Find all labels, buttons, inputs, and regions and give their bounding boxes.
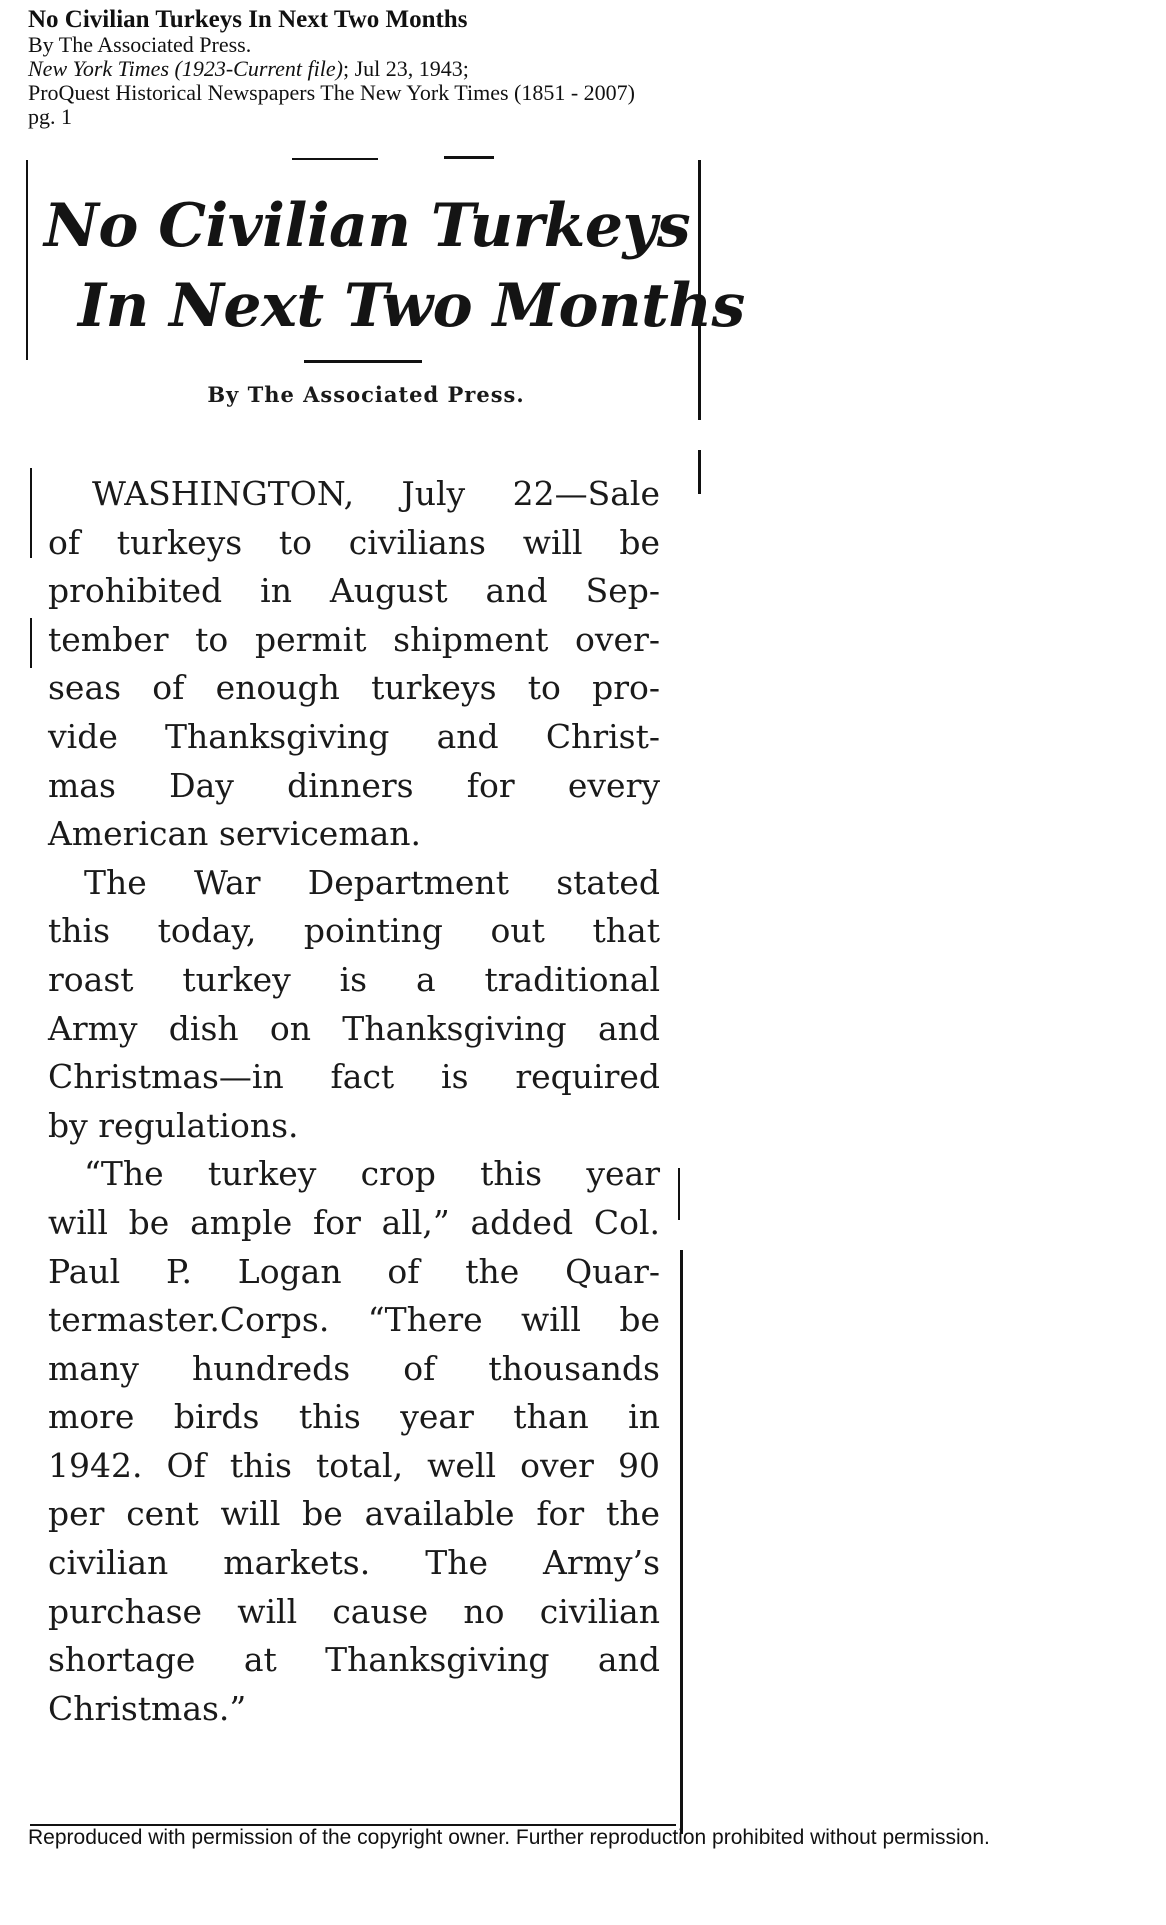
copyright-notice: Reproduced with permission of the copyright owner. Further reproduction prohibited without permission. (28, 1826, 990, 1849)
citation-database: ProQuest Historical Newspapers The New York Times (1851 - 2007) (28, 80, 635, 105)
paragraph-3-line: more birds this year than in (48, 1397, 660, 1437)
paragraph-3-line: many hundreds of thousands (48, 1348, 660, 1388)
citation-block (28, 6, 788, 129)
citation-page: pg. 1 (28, 104, 72, 129)
paragraph-1-line: mas Day dinners for every (48, 765, 660, 805)
citation-author: By The Associated Press. (28, 32, 252, 57)
newspaper-clipping (26, 150, 745, 1760)
paragraph-3-line: per cent will be available for the (48, 1494, 660, 1534)
paragraph-1-line: WASHINGTON, July 22—Sale (92, 474, 660, 513)
paragraph-3 (48, 1150, 660, 1733)
headline-line-2: In Next Two Months (78, 271, 745, 341)
citation-date: ; Jul 23, 1943; (342, 56, 469, 81)
paragraph-2-line: Army dish on Thanksgiving and (48, 1008, 660, 1048)
paragraph-1-line: of turkeys to civilians will be (48, 522, 660, 562)
paragraph-3-line: shortage at Thanksgiving and (48, 1640, 660, 1680)
paragraph-1-line: seas of enough turkeys to pro- (48, 668, 660, 708)
article-byline: By The Associated Press. (207, 382, 525, 407)
paragraph-3-line: civilian markets. The Army’s (48, 1543, 660, 1583)
paragraph-3-line: 1942. Of this total, well over 90 (48, 1445, 660, 1485)
clipping-left-edge-body (30, 468, 32, 558)
paragraph-1 (48, 470, 660, 859)
citation-source (28, 57, 788, 81)
citation-publication: New York Times (1923-Current file) (28, 56, 343, 81)
paragraph-2-line: roast turkey is a traditional (48, 959, 660, 999)
paragraph-1-line: American serviceman. (48, 814, 422, 854)
clipping-right-edge-lower (680, 1250, 683, 1834)
citation-title: No Civilian Turkeys In Next Two Months (28, 6, 468, 33)
paragraph-3-line: purchase will cause no civilian (48, 1591, 660, 1631)
paragraph-3-line: Christmas.” (48, 1688, 247, 1728)
paragraph-2-line: The War Department stated (84, 862, 660, 902)
paragraph-3-line: termaster.Corps. “There will be (48, 1300, 660, 1340)
clipping-left-edge-top (26, 160, 28, 360)
paragraph-3-line: will be ample for all,” added Col. (48, 1202, 660, 1242)
paragraph-1-line: vide Thanksgiving and Christ- (48, 716, 660, 756)
paragraph-3-line: “The turkey crop this year (84, 1154, 660, 1194)
paragraph-2-line: by regulations. (48, 1105, 299, 1145)
clipping-right-edge-mark (698, 450, 701, 494)
clipping-top-rule-left (292, 158, 378, 160)
article-headline (44, 186, 745, 346)
clipping-left-edge-body-2 (30, 618, 32, 668)
paragraph-2 (48, 859, 660, 1151)
clipping-right-edge-body (678, 1168, 680, 1220)
article-body (48, 470, 660, 1733)
paragraph-1-line: tember to permit shipment over- (48, 619, 660, 659)
headline-line-1: No Civilian Turkeys (44, 191, 691, 261)
paragraph-1-line: prohibited in August and Sep- (48, 571, 660, 611)
paragraph-3-line: Paul P. Logan of the Quar- (48, 1251, 660, 1291)
paragraph-2-line: Christmas—in fact is required (48, 1057, 660, 1097)
paragraph-2-line: this today, pointing out that (48, 911, 660, 951)
headline-divider (304, 360, 422, 363)
clipping-top-rule-right (444, 156, 494, 159)
